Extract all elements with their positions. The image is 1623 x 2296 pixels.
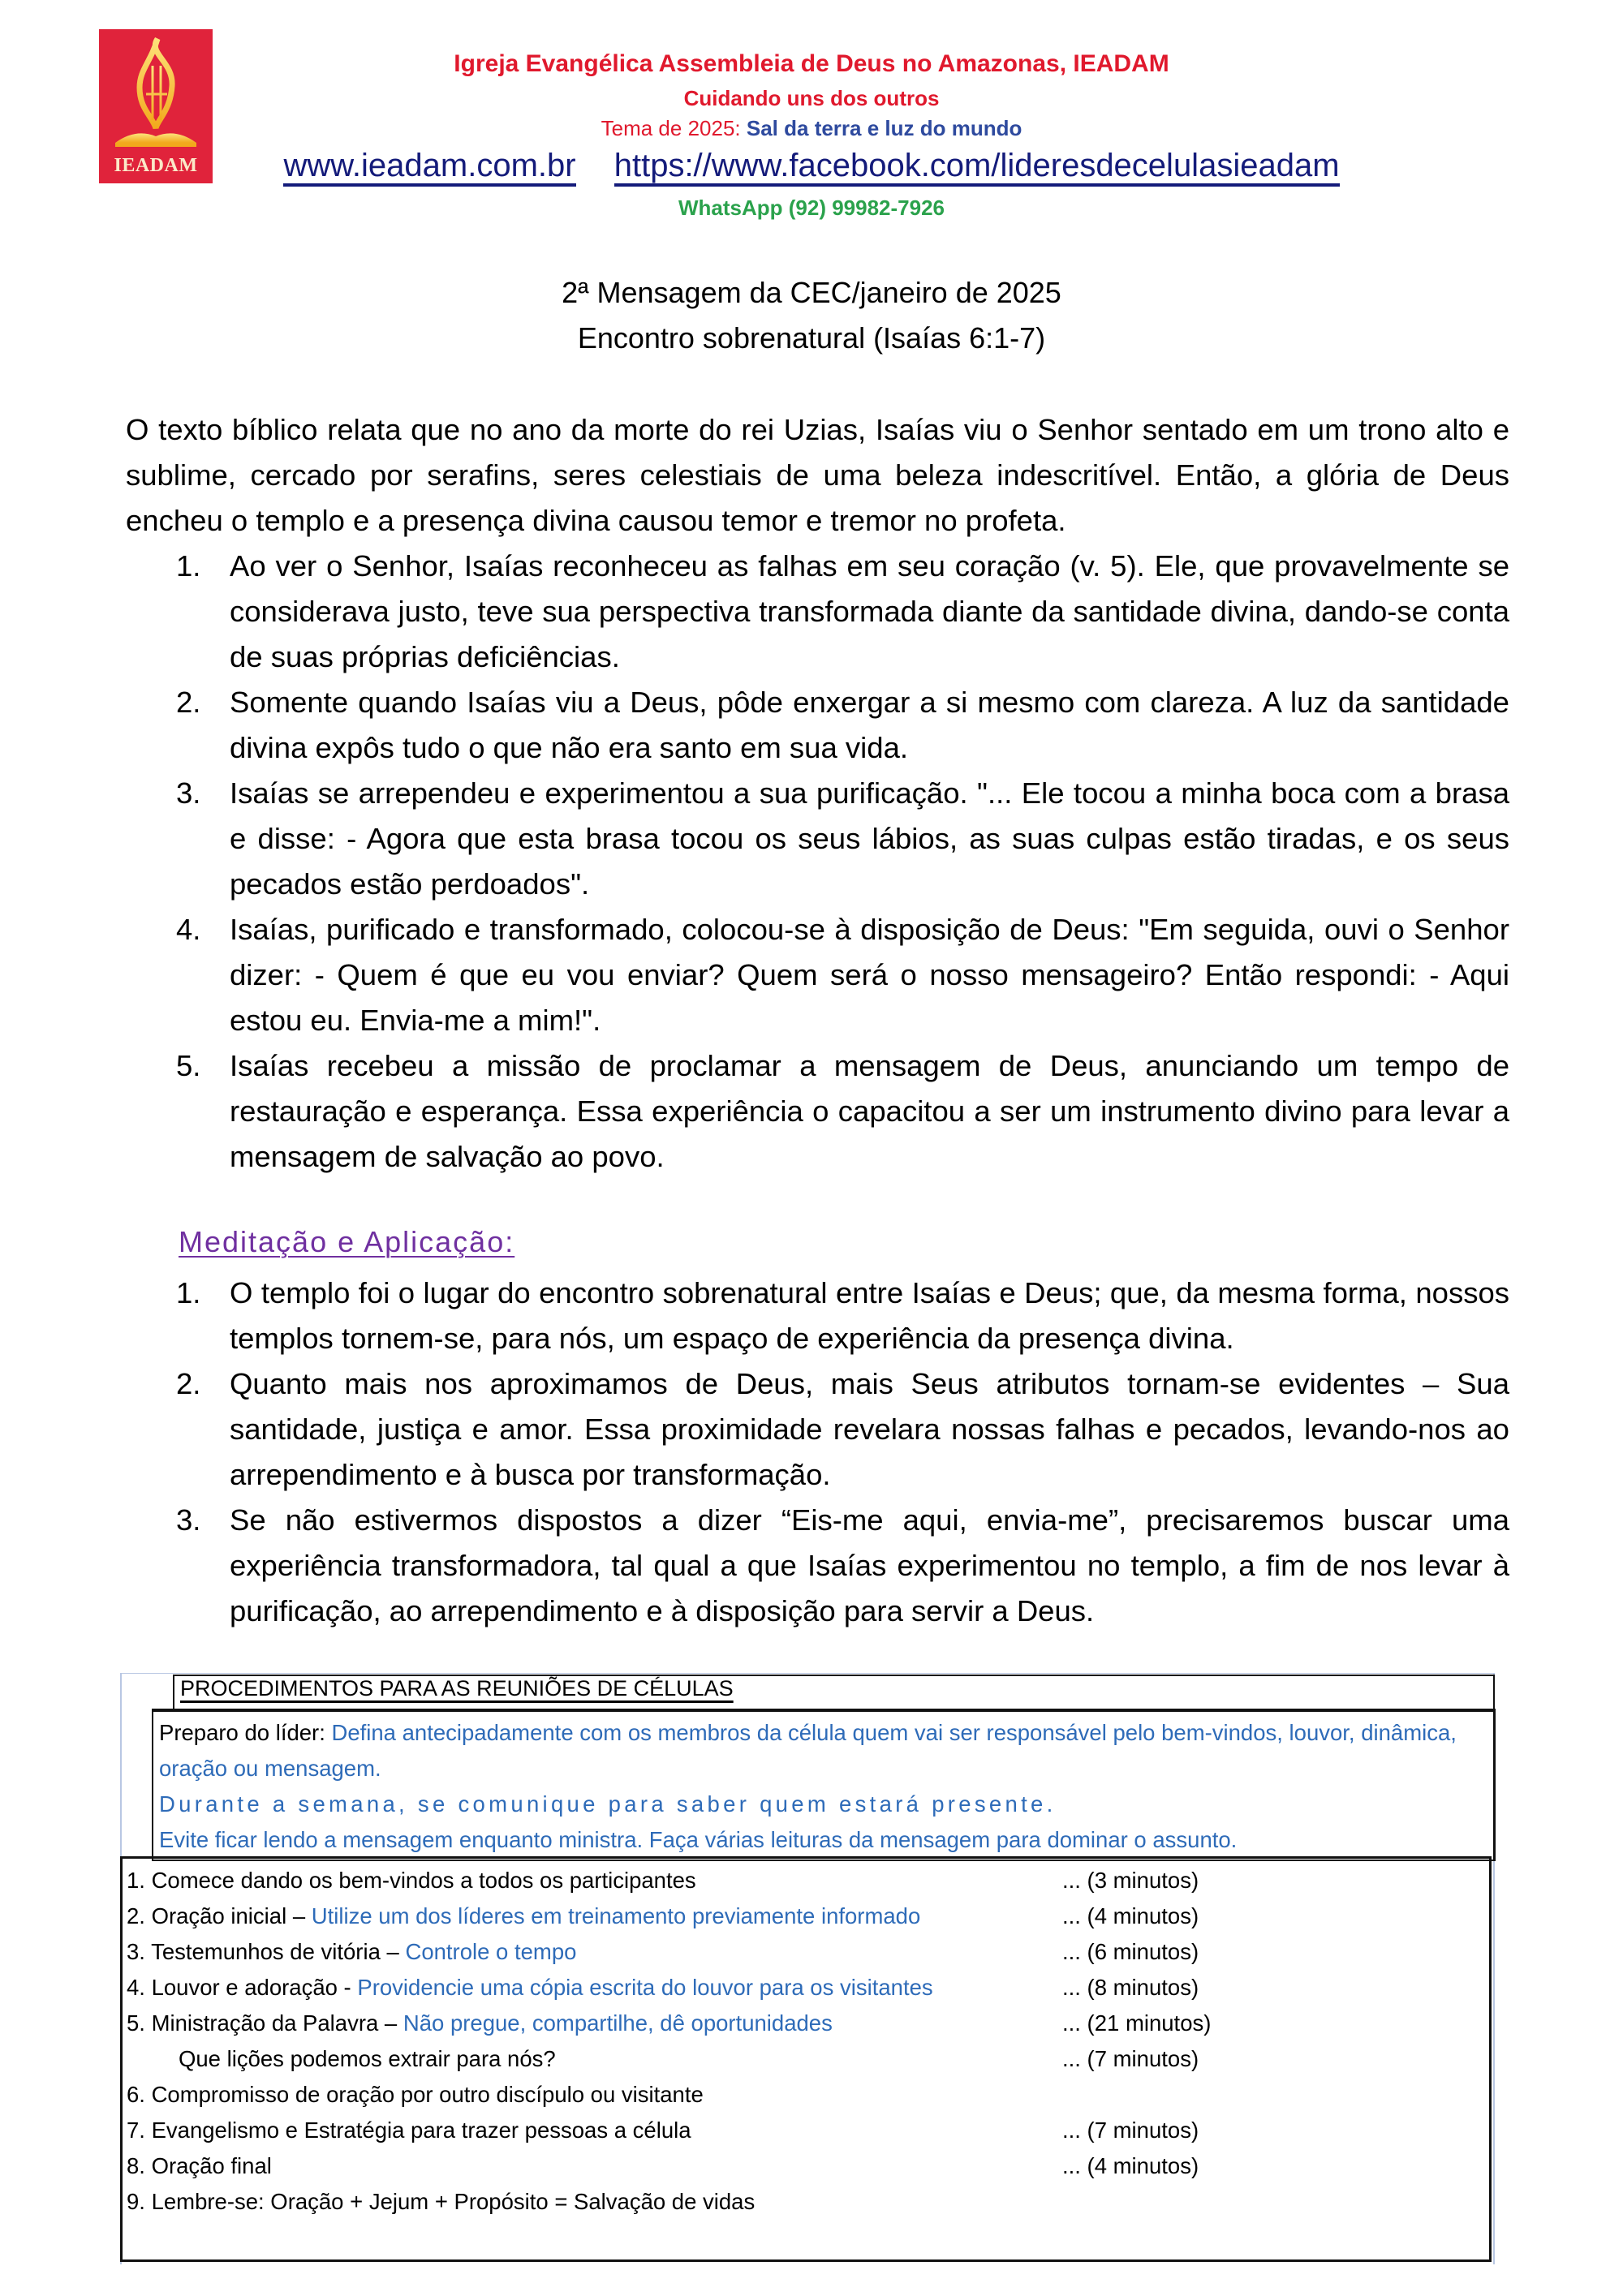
meditation-points — [126, 1271, 1509, 1634]
header-links — [0, 148, 1623, 184]
prep-label: Preparo do líder: — [159, 1720, 325, 1745]
prep-avoid: Evite ficar lendo a mensagem enquanto ministra. Faça várias leituras da mensagem para dominar o assunto. — [159, 1827, 1238, 1852]
logo-text: IEADAM — [114, 155, 198, 176]
table-row: 1. Comece dando os bem-vindos a todos os participantes ... (3 minutos) — [127, 1863, 1425, 1898]
facebook-link[interactable]: https://www.facebook.com/lideresdecelulasieadam — [614, 148, 1340, 187]
step-duration: ... (21 minutos) — [1062, 2010, 1212, 2036]
leader-prep — [159, 1715, 1490, 1858]
list-item: 5. Isaías recebeu a missão de proclamar a mensagem de Deus, anunciando um tempo de restauração e esperança. Essa experiência o capacitou a ser um instrumento divino para levar a mensagem de salvação ao povo. — [176, 1049, 1509, 1173]
meeting-steps — [127, 1863, 1425, 2220]
table-row: 9. Lembre-se: Oração + Jejum + Propósito = Salvação de vidas — [127, 2189, 756, 2214]
step-duration: ... (4 minutos) — [1062, 2153, 1199, 2178]
table-row: 5. Ministração da Palavra – Não pregue, compartilhe, dê oportunidades ... (21 minutos) — [127, 2006, 1425, 2041]
step-duration: ... (7 minutos) — [1062, 2118, 1199, 2143]
step-duration: ... (6 minutos) — [1062, 1939, 1199, 1964]
step-duration: ... (8 minutos) — [1062, 1975, 1199, 2000]
prep-line — [159, 1715, 1490, 1786]
message-points — [126, 544, 1509, 1180]
table-row: 2. Oração inicial – Utilize um dos líderes em treinamento previamente informado ... (4 minutos) — [127, 1898, 1425, 1934]
list-item: 4. Isaías, purificado e transformado, colocou-se à disposição de Deus: "Em seguida, ouvi o Senhor dizer: - Quem é que eu vou enviar? Quem será o nosso mensageiro? Então respondi: - Aqui estou eu. Envia-me a mim!". — [176, 913, 1509, 1037]
list-item: 3. Isaías se arrependeu e experimentou a sua purificação. "... Ele tocou a minha boca com a brasa e disse: - Agora que esta brasa tocou os seus lábios, as suas culpas estão tiradas, e os seus pecados estão perdoados". — [176, 776, 1509, 901]
step-duration: ... (4 minutos) — [1062, 1903, 1199, 1928]
theme-line — [0, 116, 1623, 141]
list-item: 1. Ao ver o Senhor, Isaías reconheceu as falhas em seu coração (v. 5). Ele, que provavelmente se considerava justo, teve sua perspectiva transformada diante da santidade divina, dando-se conta de suas próprias deficiências. — [176, 549, 1509, 673]
list-item: 3. Se não estivermos dispostos a dizer “Eis-me aqui, envia-me”, precisaremos buscar uma experiência transformadora, tal qual a que Isaías experimentou no templo, a fim de nos levar à purificação, ao arrependimento e à disposição para servir a Deus. — [176, 1503, 1509, 1627]
step-duration: ... (3 minutos) — [1062, 1868, 1199, 1893]
website-link[interactable]: www.ieadam.com.br — [283, 148, 575, 187]
intro-paragraph: O texto bíblico relata que no ano da morte do rei Uzias, Isaías viu o Senhor sentado em um trono alto e sublime, cercado por serafins, seres celestiais de uma beleza indescritível. Então, a glória de Deus encheu o templo e a presença divina causou temor e tremor no profeta. — [126, 413, 1509, 537]
message-subtitle: Encontro sobrenatural (Isaías 6:1-7) — [577, 321, 1046, 355]
motto: Cuidando uns dos outros — [683, 86, 940, 110]
list-item: 1. O templo foi o lugar do encontro sobrenatural entre Isaías e Deus; que, da mesma forma, nossos templos tornem-se, para nós, um espaço de experiência da presença divina. — [176, 1276, 1509, 1355]
prep-text: Defina antecipadamente com os membros da célula quem vai ser responsável pelo bem-vindos, louvor, dinâmica, oração ou mensagem. — [159, 1720, 1457, 1781]
church-name: Igreja Evangélica Assembleia de Deus no Amazonas, IEADAM — [454, 50, 1169, 77]
message-title: 2ª Mensagem da CEC/janeiro de 2025 — [562, 276, 1061, 309]
table-row: 8. Oração final ... (4 minutos) — [127, 2148, 1425, 2184]
table-row: 7. Evangelismo e Estratégia para trazer pessoas a célula ... (7 minutos) — [127, 2113, 1425, 2148]
procedures-title: PROCEDIMENTOS PARA AS REUNIÕES DE CÉLULAS — [180, 1676, 734, 1701]
whatsapp-contact: WhatsApp (92) 99982-7926 — [678, 196, 945, 220]
meditation-heading: Meditação e Aplicação: — [179, 1225, 515, 1258]
theme-label: Tema de 2025: — [601, 116, 741, 140]
table-row: Que lições podemos extrair para nós? ... (7 minutos) — [127, 2041, 1425, 2077]
list-item: 2. Somente quando Isaías viu a Deus, pôde enxergar a si mesmo com clareza. A luz da santidade divina expôs tudo o que não era santo em sua vida. — [176, 686, 1509, 764]
step-duration: ... (7 minutos) — [1062, 2046, 1199, 2071]
table-row: 6. Compromisso de oração por outro discípulo ou visitante — [127, 2082, 704, 2107]
theme-value: Sal da terra e luz do mundo — [746, 116, 1022, 140]
list-item: 2. Quanto mais nos aproximamos de Deus, mais Seus atributos tornam-se evidentes – Sua santidade, justiça e amor. Essa proximidade revelara nossas falhas e pecados, levando-nos ao arrependimento e à busca por transformação. — [176, 1367, 1509, 1491]
prep-week: Durante a semana, se comunique para saber quem estará presente. — [159, 1791, 1057, 1817]
table-row: 4. Louvor e adoração - Providencie uma cópia escrita do louvor para os visitantes ... (8 minutos) — [127, 1970, 1425, 2006]
table-row: 3. Testemunhos de vitória – Controle o tempo ... (6 minutos) — [127, 1934, 1425, 1970]
